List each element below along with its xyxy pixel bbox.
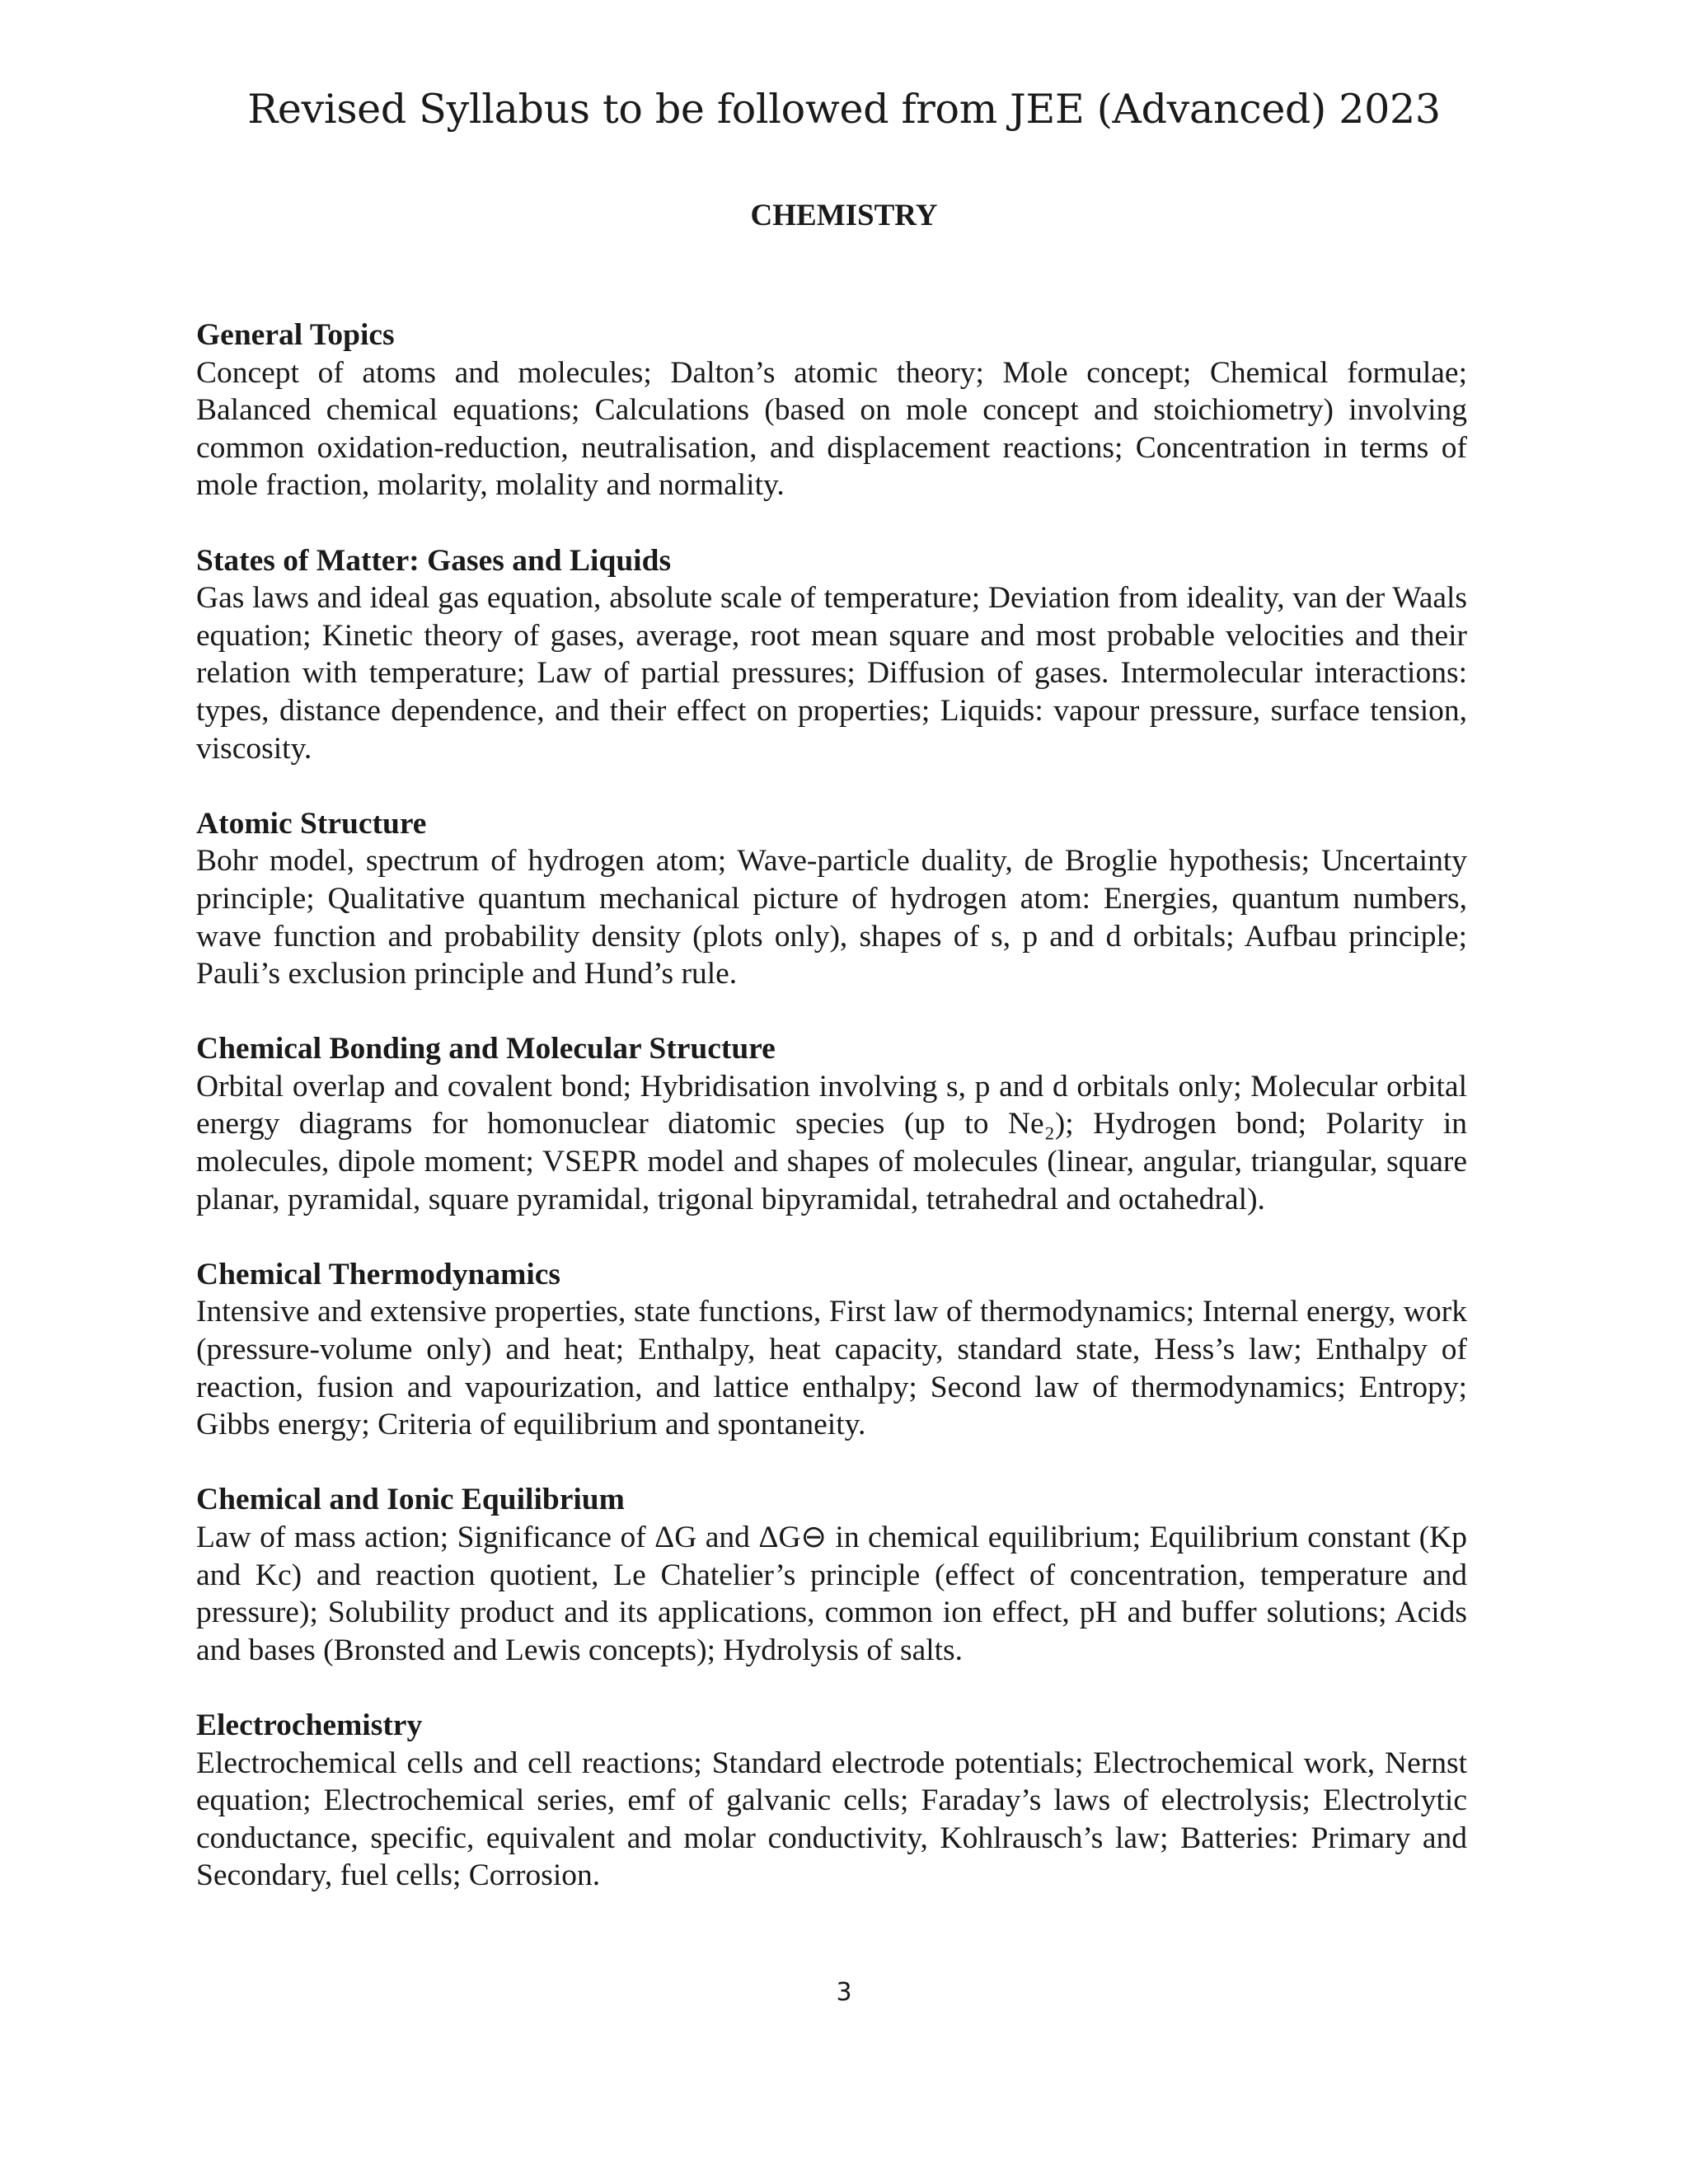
section-electrochemistry [196, 1707, 1467, 1895]
section-heading: Atomic Structure [196, 806, 427, 841]
section-body: Electrochemical cells and cell reactions; Standard electrode potentials; Electrochemical work, Nernst equation; Electrochemical series, emf of galvanic cells; Faraday’s laws of electrolysis; Electrolytic conductance, specific, equivalent and molar conductivity, Kohlrausch’s law; Batteries: Primary and Secondary, fuel cells; Corrosion. [196, 1746, 1467, 1893]
syllabus-content [196, 316, 1467, 1933]
page-number: 3 [836, 1978, 852, 2007]
section-general-topics [196, 316, 1467, 504]
section-body: Intensive and extensive properties, state functions, First law of thermodynamics; Internal energy, work (pressure-volume only) and heat; Enthalpy, heat capacity, standard state, Hess’s law; Enthalpy of reaction, fusion and vapourization, and lattice enthalpy; Second law of thermodynamics; Entropy; Gibbs energy; Criteria of equilibrium and spontaneity. [196, 1295, 1467, 1442]
section-states-of-matter [196, 542, 1467, 768]
section-chemical-thermodynamics [196, 1256, 1467, 1444]
section-heading: Chemical and Ionic Equilibrium [196, 1483, 625, 1517]
section-heading: States of Matter: Gases and Liquids [196, 543, 672, 578]
section-atomic-structure [196, 805, 1467, 993]
section-heading: General Topics [196, 318, 395, 352]
section-body: Orbital overlap and covalent bond; Hybridisation involving s, p and d orbitals only; Molecular orbital energy diagrams for homonuclear diatomic species (up to Ne₂); Hydrogen bond; Polarity in molecules, dipole moment; VSEPR model and shapes of molecules (linear, angular, triangular, square planar, pyramidal, square pyramidal, trigonal bipyramidal, tetrahedral and octahedral). [196, 1069, 1467, 1216]
section-chemical-bonding [196, 1030, 1467, 1218]
section-heading: Chemical Bonding and Molecular Structure [196, 1032, 776, 1066]
section-chemical-ionic-equilibrium [196, 1481, 1467, 1669]
section-heading: Chemical Thermodynamics [196, 1257, 560, 1291]
section-body: Bohr model, spectrum of hydrogen atom; Wave-particle duality, de Broglie hypothesis; Uncertainty principle; Qualitative quantum mechanical picture of hydrogen atom: Energies, quantum numbers, wave function and probability density (plots only), shapes of s, p and d orbitals; Aufbau principle; Pauli’s exclusion principle and Hund’s rule. [196, 844, 1467, 991]
subject-title: CHEMISTRY [750, 199, 938, 232]
section-heading: Electrochemistry [196, 1708, 423, 1742]
section-body: Law of mass action; Significance of ΔG and ΔG⊖ in chemical equilibrium; Equilibrium constant (Kp and Kc) and reaction quotient, Le Chatelier’s principle (effect of concentration, temperature and pressure); Solubility product and its applications, common ion effect, pH and buffer solutions; Acids and bases (Bronsted and Lewis concepts); Hydrolysis of salts. [196, 1521, 1467, 1667]
document-header-title: Revised Syllabus to be followed from JEE (Advanced) 2023 [247, 86, 1441, 133]
section-body: Gas laws and ideal gas equation, absolute scale of temperature; Deviation from ideality, van der Waals equation; Kinetic theory of gases, average, root mean square and most probable velocities and their relation with temperature; Law of partial pressures; Diffusion of gases. Intermolecular interactions: types, distance dependence, and their effect on properties; Liquids: vapour pressure, surface tension, viscosity. [196, 581, 1467, 766]
section-body: Concept of atoms and molecules; Dalton’s atomic theory; Mole concept; Chemical formulae; Balanced chemical equations; Calculations (based on mole concept and stoichiometry) involving common oxidation-reduction, neutralisation, and displacement reactions; Concentration in terms of mole fraction, molarity, molality and normality. [196, 355, 1467, 503]
